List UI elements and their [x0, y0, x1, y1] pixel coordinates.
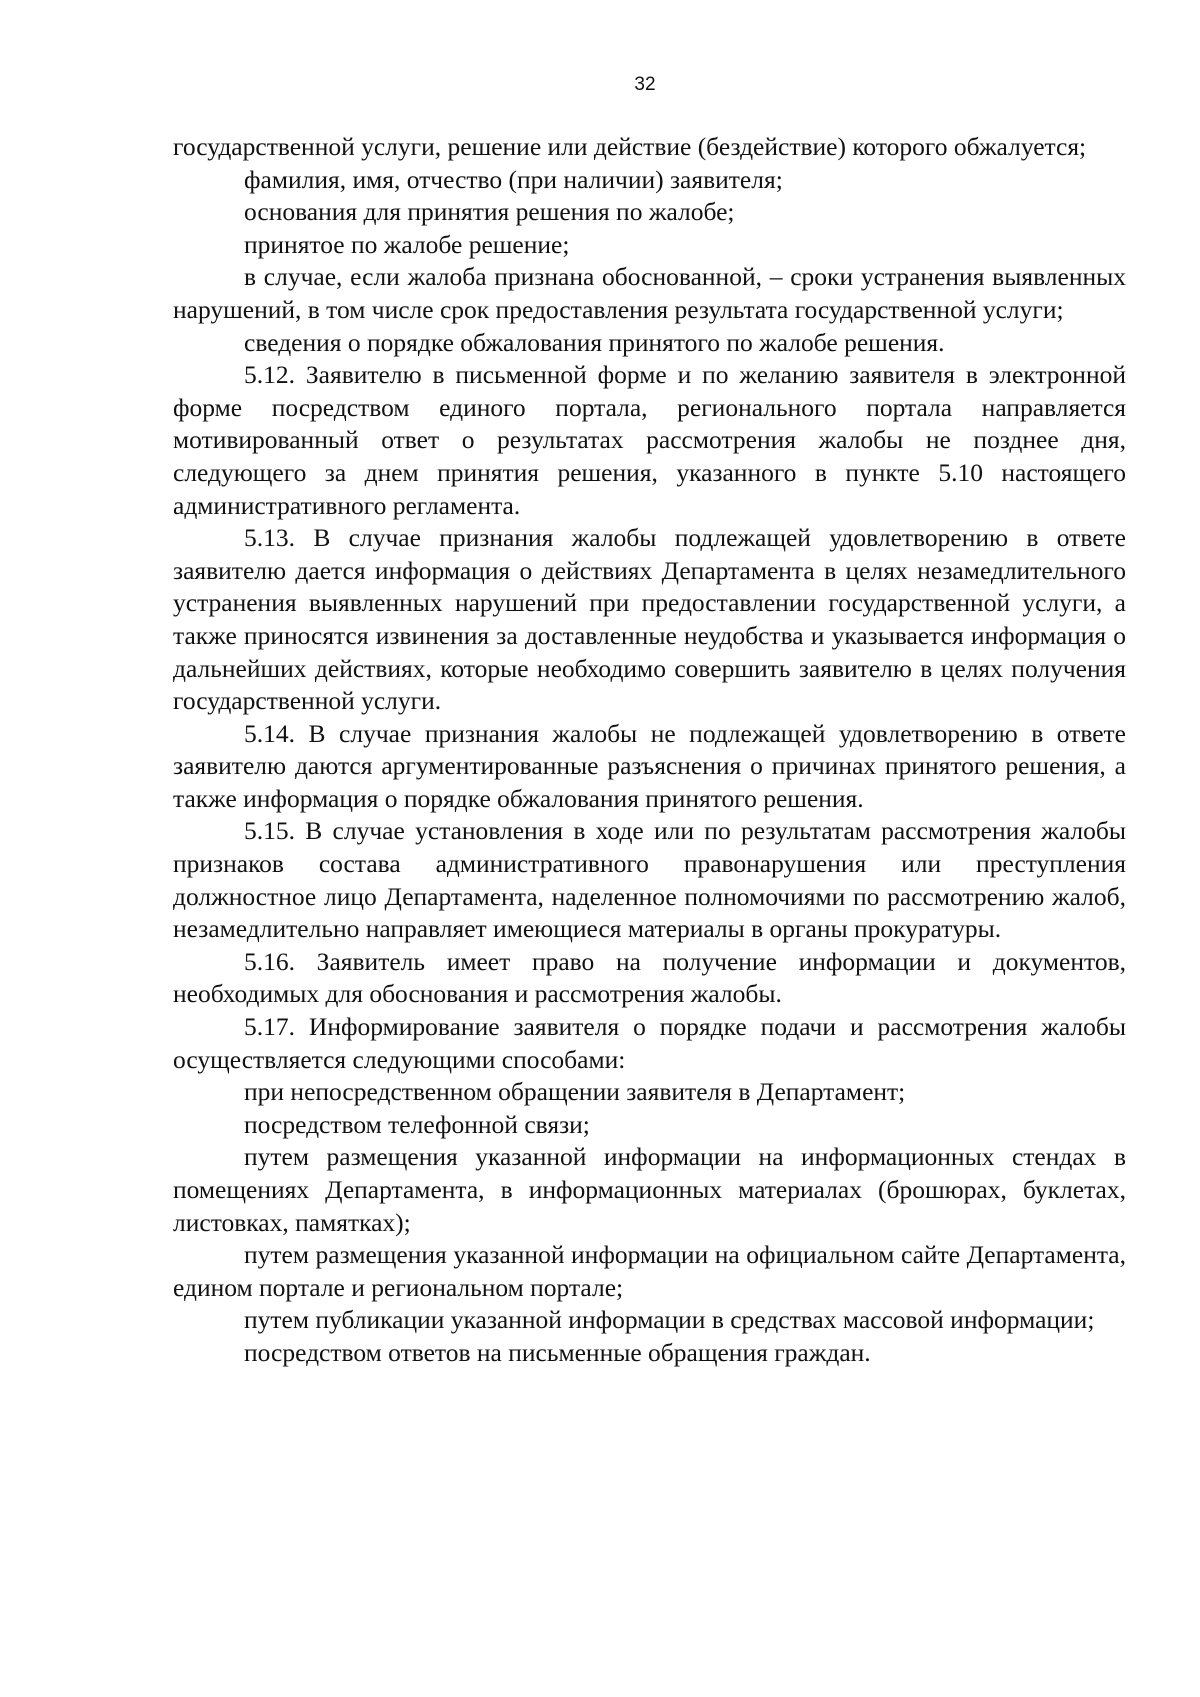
list-item-official-site: путем размещения указанной информации на официальном сайте Департамента, едином портале и региональном портале; [173, 1240, 1126, 1302]
clause-5-12: 5.12. Заявителю в письменной форме и по желанию заявителя в электронной форме посредством единого портала, регионального портала направляется мотивированный ответ о результатах рассмотрения жалобы не позднее дня, следующего за днем принятия решения, указанного в пункте 5.10 настоящего административного регламента. [173, 360, 1126, 520]
list-item-applicant-name: фамилия, имя, отчество (при наличии) заявителя; [244, 164, 783, 194]
list-item-violation-deadlines: в случае, если жалоба признана обоснованной, – сроки устранения выявленных нарушений, в том числе срок предоставления результата государственной услуги; [173, 262, 1126, 324]
document-body [173, 131, 1126, 1370]
list-item-decision: принятое по жалобе решение; [244, 229, 570, 259]
clause-5-14: 5.14. В случае признания жалобы не подлежащей удовлетворению в ответе заявителю даются аргументированные разъяснения о причинах принятого решения, а также информация о порядке обжалования принятого решения. [173, 718, 1126, 813]
list-item-decision-grounds: основания для принятия решения по жалобе; [244, 197, 735, 227]
paragraph-continuation: государственной услуги, решение или действие (бездействие) которого обжалуется; [173, 132, 1087, 161]
list-item-written-requests: посредством ответов на письменные обращения граждан. [244, 1337, 871, 1367]
clause-5-15: 5.15. В случае установления в ходе или по результатам рассмотрения жалобы признаков состава административного правонарушения или преступления должностное лицо Департамента, наделенное полномочиями по рассмотрению жалоб, незамедлительно направляет имеющиеся материалы в органы прокуратуры. [173, 816, 1126, 944]
list-item-telephone: посредством телефонной связи; [244, 1109, 590, 1139]
list-item-info-stands: путем размещения указанной информации на информационных стендах в помещениях Департамента, в информационных материалах (брошюрах, буклетах, листовках, памятках); [173, 1142, 1126, 1237]
clause-5-13: 5.13. В случае признания жалобы подлежащей удовлетворению в ответе заявителю дается информация о действиях Департамента в целях незамедлительного устранения выявленных нарушений при предоставлении государственной услуги, а также приносятся извинения за доставленные неудобства и указывается информация о дальнейших действиях, которые необходимо совершить заявителю в целях получения государственной услуги. [173, 523, 1126, 716]
list-item-direct-contact: при непосредственном обращении заявителя в Департамент; [244, 1077, 906, 1107]
list-item-mass-media: путем публикации указанной информации в средствах массовой информации; [244, 1305, 1095, 1335]
page-number: 32 [634, 74, 656, 95]
clause-5-17: 5.17. Информирование заявителя о порядке подачи и рассмотрения жалобы осуществляется следующими способами: [173, 1012, 1126, 1074]
clause-5-16: 5.16. Заявитель имеет право на получение информации и документов, необходимых для обоснования и рассмотрения жалобы. [173, 946, 1126, 1009]
list-item-appeal-procedure: сведения о порядке обжалования принятого по жалобе решения. [244, 327, 945, 357]
